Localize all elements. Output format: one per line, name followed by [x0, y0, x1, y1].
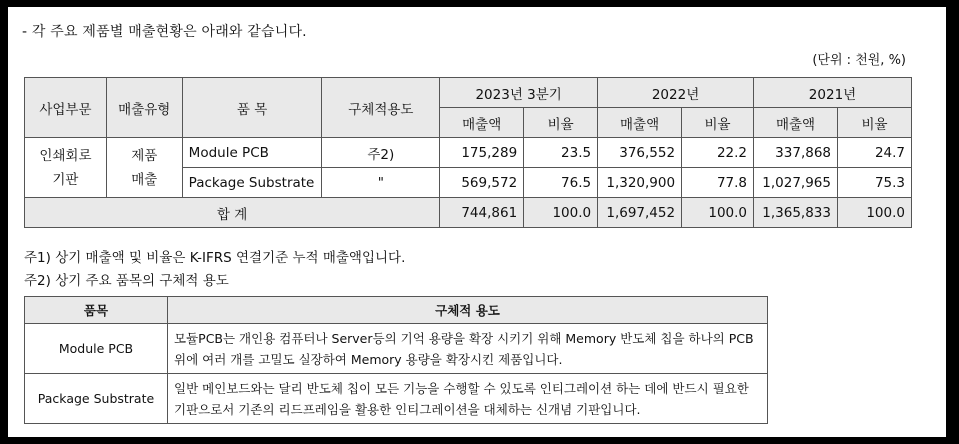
usage-cell: 주2) [322, 138, 440, 168]
total-row [25, 198, 912, 228]
usage-table [24, 296, 768, 424]
total-ratio-cell: 100.0 [838, 198, 912, 228]
sales-table [24, 77, 912, 228]
amount-cell: 569,572 [440, 168, 524, 198]
header-ratio: 비율 [524, 108, 598, 138]
header-item: 품 목 [182, 78, 322, 138]
usage-cell: " [322, 168, 440, 198]
header-amount: 매출액 [754, 108, 838, 138]
ratio-cell: 77.8 [682, 168, 754, 198]
ratio-cell: 75.3 [838, 168, 912, 198]
table-row [25, 374, 768, 424]
ratio-cell: 22.2 [682, 138, 754, 168]
header-period-2021: 2021년 [754, 78, 912, 108]
header-usage: 구체적용도 [322, 78, 440, 138]
amount-cell: 337,868 [754, 138, 838, 168]
ratio-cell: 24.7 [838, 138, 912, 168]
table-row [25, 138, 912, 168]
amount-cell: 1,320,900 [598, 168, 682, 198]
amount-cell: 1,027,965 [754, 168, 838, 198]
header-amount: 매출액 [440, 108, 524, 138]
amount-cell: 376,552 [598, 138, 682, 168]
header-ratio: 비율 [838, 108, 912, 138]
usage-header-usage: 구체적 용도 [168, 297, 768, 324]
footnote-2: 주2) 상기 주요 품목의 구체적 용도 [24, 273, 229, 289]
item-cell: Module PCB [182, 138, 322, 168]
usage-desc-cell: 일반 메인보드와는 달리 반도체 칩이 모든 기능을 수행할 수 있도록 인티그레이션 하는 데에 반드시 필요한 기판으로서 기존의 리드프레임을 활용한 인티그레이션을 대체하는 신개념 기판입니다. [168, 374, 768, 424]
total-label: 합 계 [25, 198, 440, 228]
ratio-cell: 76.5 [524, 168, 598, 198]
header-amount: 매출액 [598, 108, 682, 138]
footnote-1: 주1) 상기 매출액 및 비율은 K-IFRS 연결기준 누적 매출액입니다. [24, 250, 406, 266]
header-division: 사업부문 [25, 78, 107, 138]
header-sales-type: 매출유형 [106, 78, 182, 138]
header-ratio: 비율 [682, 108, 754, 138]
usage-item-cell: Package Substrate [25, 374, 168, 424]
header-period-2023q3: 2023년 3분기 [440, 78, 598, 108]
total-amount-cell: 1,697,452 [598, 198, 682, 228]
total-amount-cell: 1,365,833 [754, 198, 838, 228]
total-ratio-cell: 100.0 [682, 198, 754, 228]
intro-text: - 각 주요 제품별 매출현황은 아래와 같습니다. [22, 24, 307, 40]
total-ratio-cell: 100.0 [524, 198, 598, 228]
sales-type-cell: 제품 매출 [106, 138, 182, 198]
item-cell: Package Substrate [182, 168, 322, 198]
amount-cell: 175,289 [440, 138, 524, 168]
table-row [25, 324, 768, 374]
usage-header-item: 품목 [25, 297, 168, 324]
division-cell: 인쇄회로 기판 [25, 138, 107, 198]
header-period-2022: 2022년 [598, 78, 754, 108]
usage-item-cell: Module PCB [25, 324, 168, 374]
ratio-cell: 23.5 [524, 138, 598, 168]
document-page [8, 7, 946, 437]
total-amount-cell: 744,861 [440, 198, 524, 228]
usage-desc-cell: 모듈PCB는 개인용 컴퓨터나 Server등의 기억 용량을 확장 시키기 위해 Memory 반도체 칩을 하나의 PCB위에 여러 개를 고밀도 실장하여 Memory 용량을 확장시킨 제품입니다. [168, 324, 768, 374]
unit-label: (단위 : 천원, %) [812, 53, 906, 68]
